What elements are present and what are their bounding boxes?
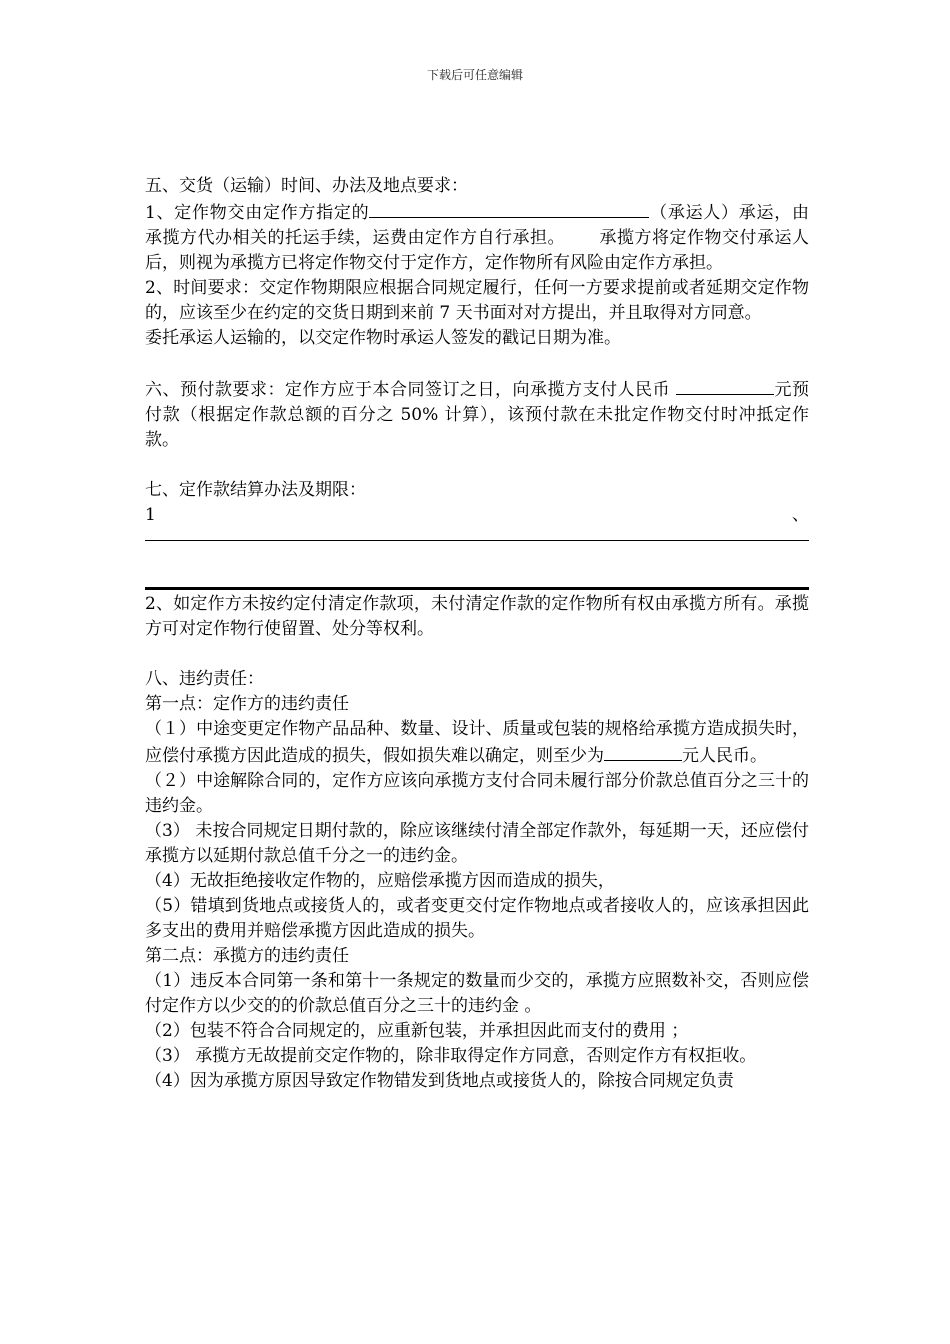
s8-p2-item-1: （1）违反本合同第一条和第十一条规定的数量而少交的，承揽方应照数补交，否则应偿付定作方以少交的的价款总值百分之三十的违约金 。 (145, 971, 809, 1016)
s8-p1-item-4: （4）无故拒绝接收定作物的，应赔偿承揽方因而造成的损失， (145, 871, 615, 891)
s8-p1-item-2: （２）中途解除合同的，定作方应该向承揽方支付合同未履行部分价款总值百分之三十的违约金。 (145, 771, 809, 816)
s8-p1-1-text-a: （１）中途变更定作物产品品种、数量、设计、质量或包装的规格给承揽方造成损失时，应偿付承揽方因此造成的损失，假如损失难以确定，则至少为 (145, 719, 809, 766)
s8-p2-item-3: （3） 承揽方无故提前交定作物的，除非取得定作方同意，否则定作方有权拒收。 (145, 1046, 757, 1066)
item-1-separator: 、 (792, 505, 809, 525)
spacer (145, 453, 809, 478)
s8-p2-item-4: （4）因为承揽方原因导致定作物错发到货地点或接货人的，除按合同规定负责 (145, 1071, 734, 1091)
document-body (145, 174, 809, 1094)
item-1-number: 1 (145, 505, 156, 525)
s8-p2-item-2: （2）包装不符合合同规定的，应重新包装，并承担因此而支付的费用 ； (145, 1021, 689, 1041)
s8-p1-1-text-b: 元人民币。 (682, 746, 767, 766)
page-header: 下载后可任意编辑 (426, 68, 523, 82)
section-8-heading: 八、违约责任： (145, 669, 264, 689)
section-8-point-1: 第一点：定作方的违约责任 (145, 694, 349, 714)
loss-amount-blank-2[interactable] (646, 742, 682, 761)
section-5-paragraph-1 (145, 199, 809, 276)
s5-p1-text-b: （承运人）承运，由承揽方代办相关的托运手续，运费由定作方自行承担。 (145, 203, 809, 248)
s8-p1-item-5: （5）错填到货地点或接货人的，或者变更交付定作物地点或者接收人的，应该承担因此多支出的费用并赔偿承揽方因此造成的损失。 (145, 896, 809, 941)
settlement-blank-line[interactable] (145, 528, 809, 541)
s8-p1-item-1 (145, 717, 809, 769)
spacer (145, 642, 809, 667)
section-5-paragraph-3: 委托承运人运输的，以交定作物时承运人签发的戳记日期为准。 (145, 328, 621, 348)
section-8-point-2: 第二点：承揽方的违约责任 (145, 946, 349, 966)
section-7-paragraph-2: 2、如定作方未按约定付清定作款项，未付清定作款的定作物所有权由承揽方所有。承揽方可对定作物行使留置、处分等权利。 (145, 594, 809, 639)
s6-text-a: 六、预付款要求：定作方应于本合同签订之日，向承揽方支付人民币 (145, 380, 671, 400)
loss-amount-blank-1[interactable] (604, 742, 646, 761)
section-6-paragraph (145, 376, 809, 453)
s5-p1-text-c: 承揽方将定作物交付承运人后，则视为承揽方已将定作物交付于定作方，定作物所有风险由定作方承担。 (145, 228, 809, 273)
prepayment-blank-2[interactable] (752, 376, 774, 395)
section-7-item-1 (145, 503, 809, 528)
carrier-blank[interactable] (369, 199, 649, 218)
s8-p1-item-3: （3） 未按合同规定日期付款的，除应该继续付清全部定作款外，每延期一天，还应偿付承揽方以延期付款总值千分之一的违约金。 (145, 821, 809, 866)
section-5-paragraph-2: 2、时间要求：交定作物期限应根据合同规定履行，任何一方要求提前或者延期交定作物的，应该至少在约定的交货日期到来前 7 天书面对对方提出，并且取得对方同意。 (145, 278, 809, 323)
settlement-blank-line-2[interactable] (145, 541, 809, 590)
section-7-heading: 七、定作款结算办法及期限： (145, 480, 366, 500)
spacer (145, 351, 809, 376)
prepayment-blank-1[interactable] (676, 376, 752, 395)
section-5-heading: 五、交货（运输）时间、办法及地点要求： (145, 176, 468, 196)
s6-text-b: 元预付款（根据定作款总额的百分之 50% 计算），该预付款在未批定作物交付时冲抵定作款。 (145, 380, 810, 450)
s5-p1-text-a: 1、定作物交由定作方指定的 (145, 203, 370, 223)
